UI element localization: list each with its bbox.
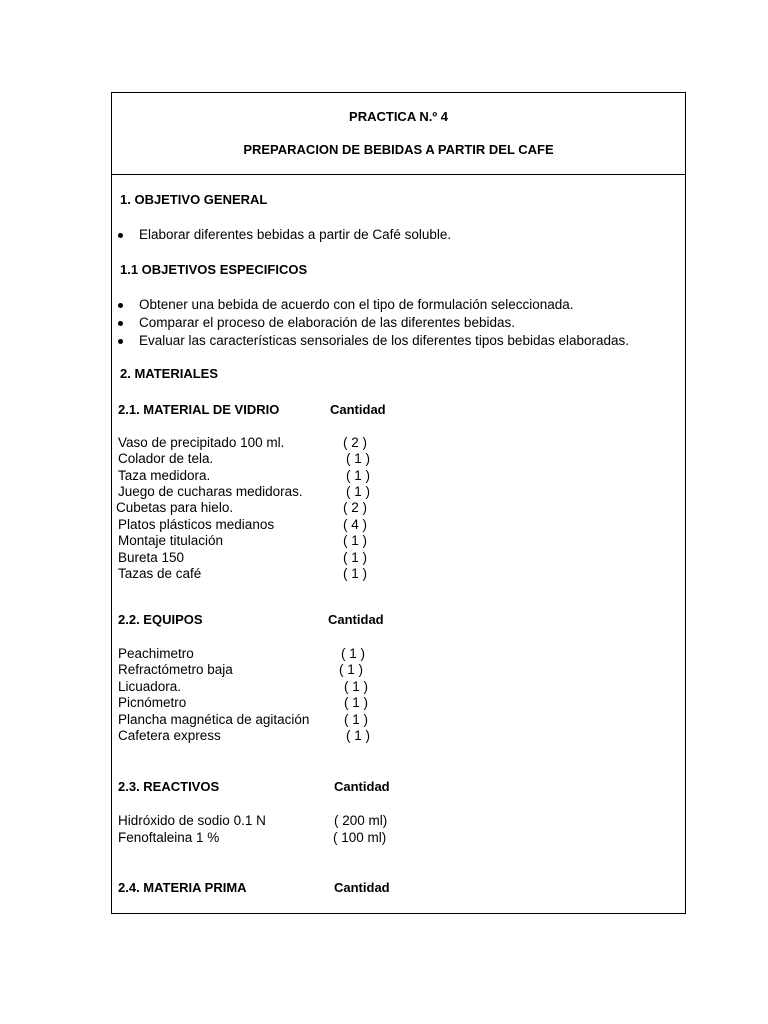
materiales-heading: 2. MATERIALES xyxy=(120,366,218,381)
vidrio-item-name: Juego de cucharas medidoras. xyxy=(118,484,303,499)
vidrio-item-name: Colador de tela. xyxy=(118,451,214,466)
objetivo-especifico-item: Obtener una bebida de acuerdo con el tipo de formulación seleccionada. xyxy=(139,297,574,312)
vidrio-item-qty: ( 1 ) xyxy=(343,566,368,581)
bullet-icon xyxy=(118,303,123,308)
objetivo-especifico-item: Evaluar las características sensoriales de los diferentes tipos bebidas elaboradas. xyxy=(139,333,630,348)
reactivos-item-name: Fenoftaleina 1 % xyxy=(118,830,220,845)
vidrio-item-qty: ( 1 ) xyxy=(343,550,368,565)
objetivos-especificos-heading: 1.1 OBJETIVOS ESPECIFICOS xyxy=(120,262,308,277)
vidrio-item-name: Vaso de precipitado 100 ml. xyxy=(118,435,285,450)
equipos-item-qty: ( 1 ) xyxy=(344,679,369,694)
equipos-item-name: Licuadora. xyxy=(118,679,182,694)
bullet-icon xyxy=(118,233,123,238)
header-cell xyxy=(112,93,685,175)
equipos-item-name: Cafetera express xyxy=(118,728,221,743)
vidrio-item-name: Platos plásticos medianos xyxy=(118,517,275,532)
equipos-item-name: Plancha magnética de agitación xyxy=(118,712,310,727)
vidrio-item-qty: ( 1 ) xyxy=(346,484,371,499)
practice-document xyxy=(111,92,686,914)
objetivo-general-heading: 1. OBJETIVO GENERAL xyxy=(120,192,268,207)
vidrio-item-name: Bureta 150 xyxy=(118,550,185,565)
equipos-item-qty: ( 1 ) xyxy=(339,662,364,677)
vidrio-heading: 2.1. MATERIAL DE VIDRIO xyxy=(118,402,280,417)
equipos-item-name: Picnómetro xyxy=(118,695,187,710)
vidrio-item-qty: ( 1 ) xyxy=(346,468,371,483)
vidrio-item-qty: ( 2 ) xyxy=(343,500,368,515)
vidrio-item-name: Montaje titulación xyxy=(118,533,224,548)
vidrio-item-name: Tazas de café xyxy=(118,566,202,581)
objetivo-general-item: Elaborar diferentes bebidas a partir de Café soluble. xyxy=(139,227,452,242)
vidrio-item-qty: ( 1 ) xyxy=(346,451,371,466)
vidrio-item-qty: ( 4 ) xyxy=(343,517,368,532)
vidrio-item-qty: ( 1 ) xyxy=(343,533,368,548)
bullet-icon xyxy=(118,339,123,344)
materia-prima-qty-label: Cantidad xyxy=(334,880,390,895)
equipos-item-qty: ( 1 ) xyxy=(346,728,371,743)
bullet-icon xyxy=(118,321,123,326)
equipos-item-qty: ( 1 ) xyxy=(344,695,369,710)
equipos-item-qty: ( 1 ) xyxy=(344,712,369,727)
practice-subtitle: PREPARACION DE BEBIDAS A PARTIR DEL CAFE xyxy=(243,142,554,157)
vidrio-item-name: Taza medidora. xyxy=(118,468,211,483)
vidrio-qty-label: Cantidad xyxy=(330,402,386,417)
equipos-qty-label: Cantidad xyxy=(328,612,384,627)
reactivos-item-qty: ( 100 ml) xyxy=(333,830,387,845)
equipos-heading: 2.2. EQUIPOS xyxy=(118,612,203,627)
objetivo-especifico-item: Comparar el proceso de elaboración de las diferentes bebidas. xyxy=(139,315,515,330)
equipos-item-qty: ( 1 ) xyxy=(341,646,366,661)
reactivos-item-qty: ( 200 ml) xyxy=(334,813,388,828)
vidrio-item-qty: ( 2 ) xyxy=(343,435,368,450)
reactivos-item-name: Hidróxido de sodio 0.1 N xyxy=(118,813,266,828)
vidrio-item-name: Cubetas para hielo. xyxy=(116,500,234,515)
equipos-item-name: Refractómetro baja xyxy=(118,662,233,677)
equipos-item-name: Peachimetro xyxy=(118,646,194,661)
reactivos-qty-label: Cantidad xyxy=(334,779,390,794)
reactivos-heading: 2.3. REACTIVOS xyxy=(118,779,220,794)
practice-title: PRACTICA N.º 4 xyxy=(349,109,448,124)
materia-prima-heading: 2.4. MATERIA PRIMA xyxy=(118,880,247,895)
